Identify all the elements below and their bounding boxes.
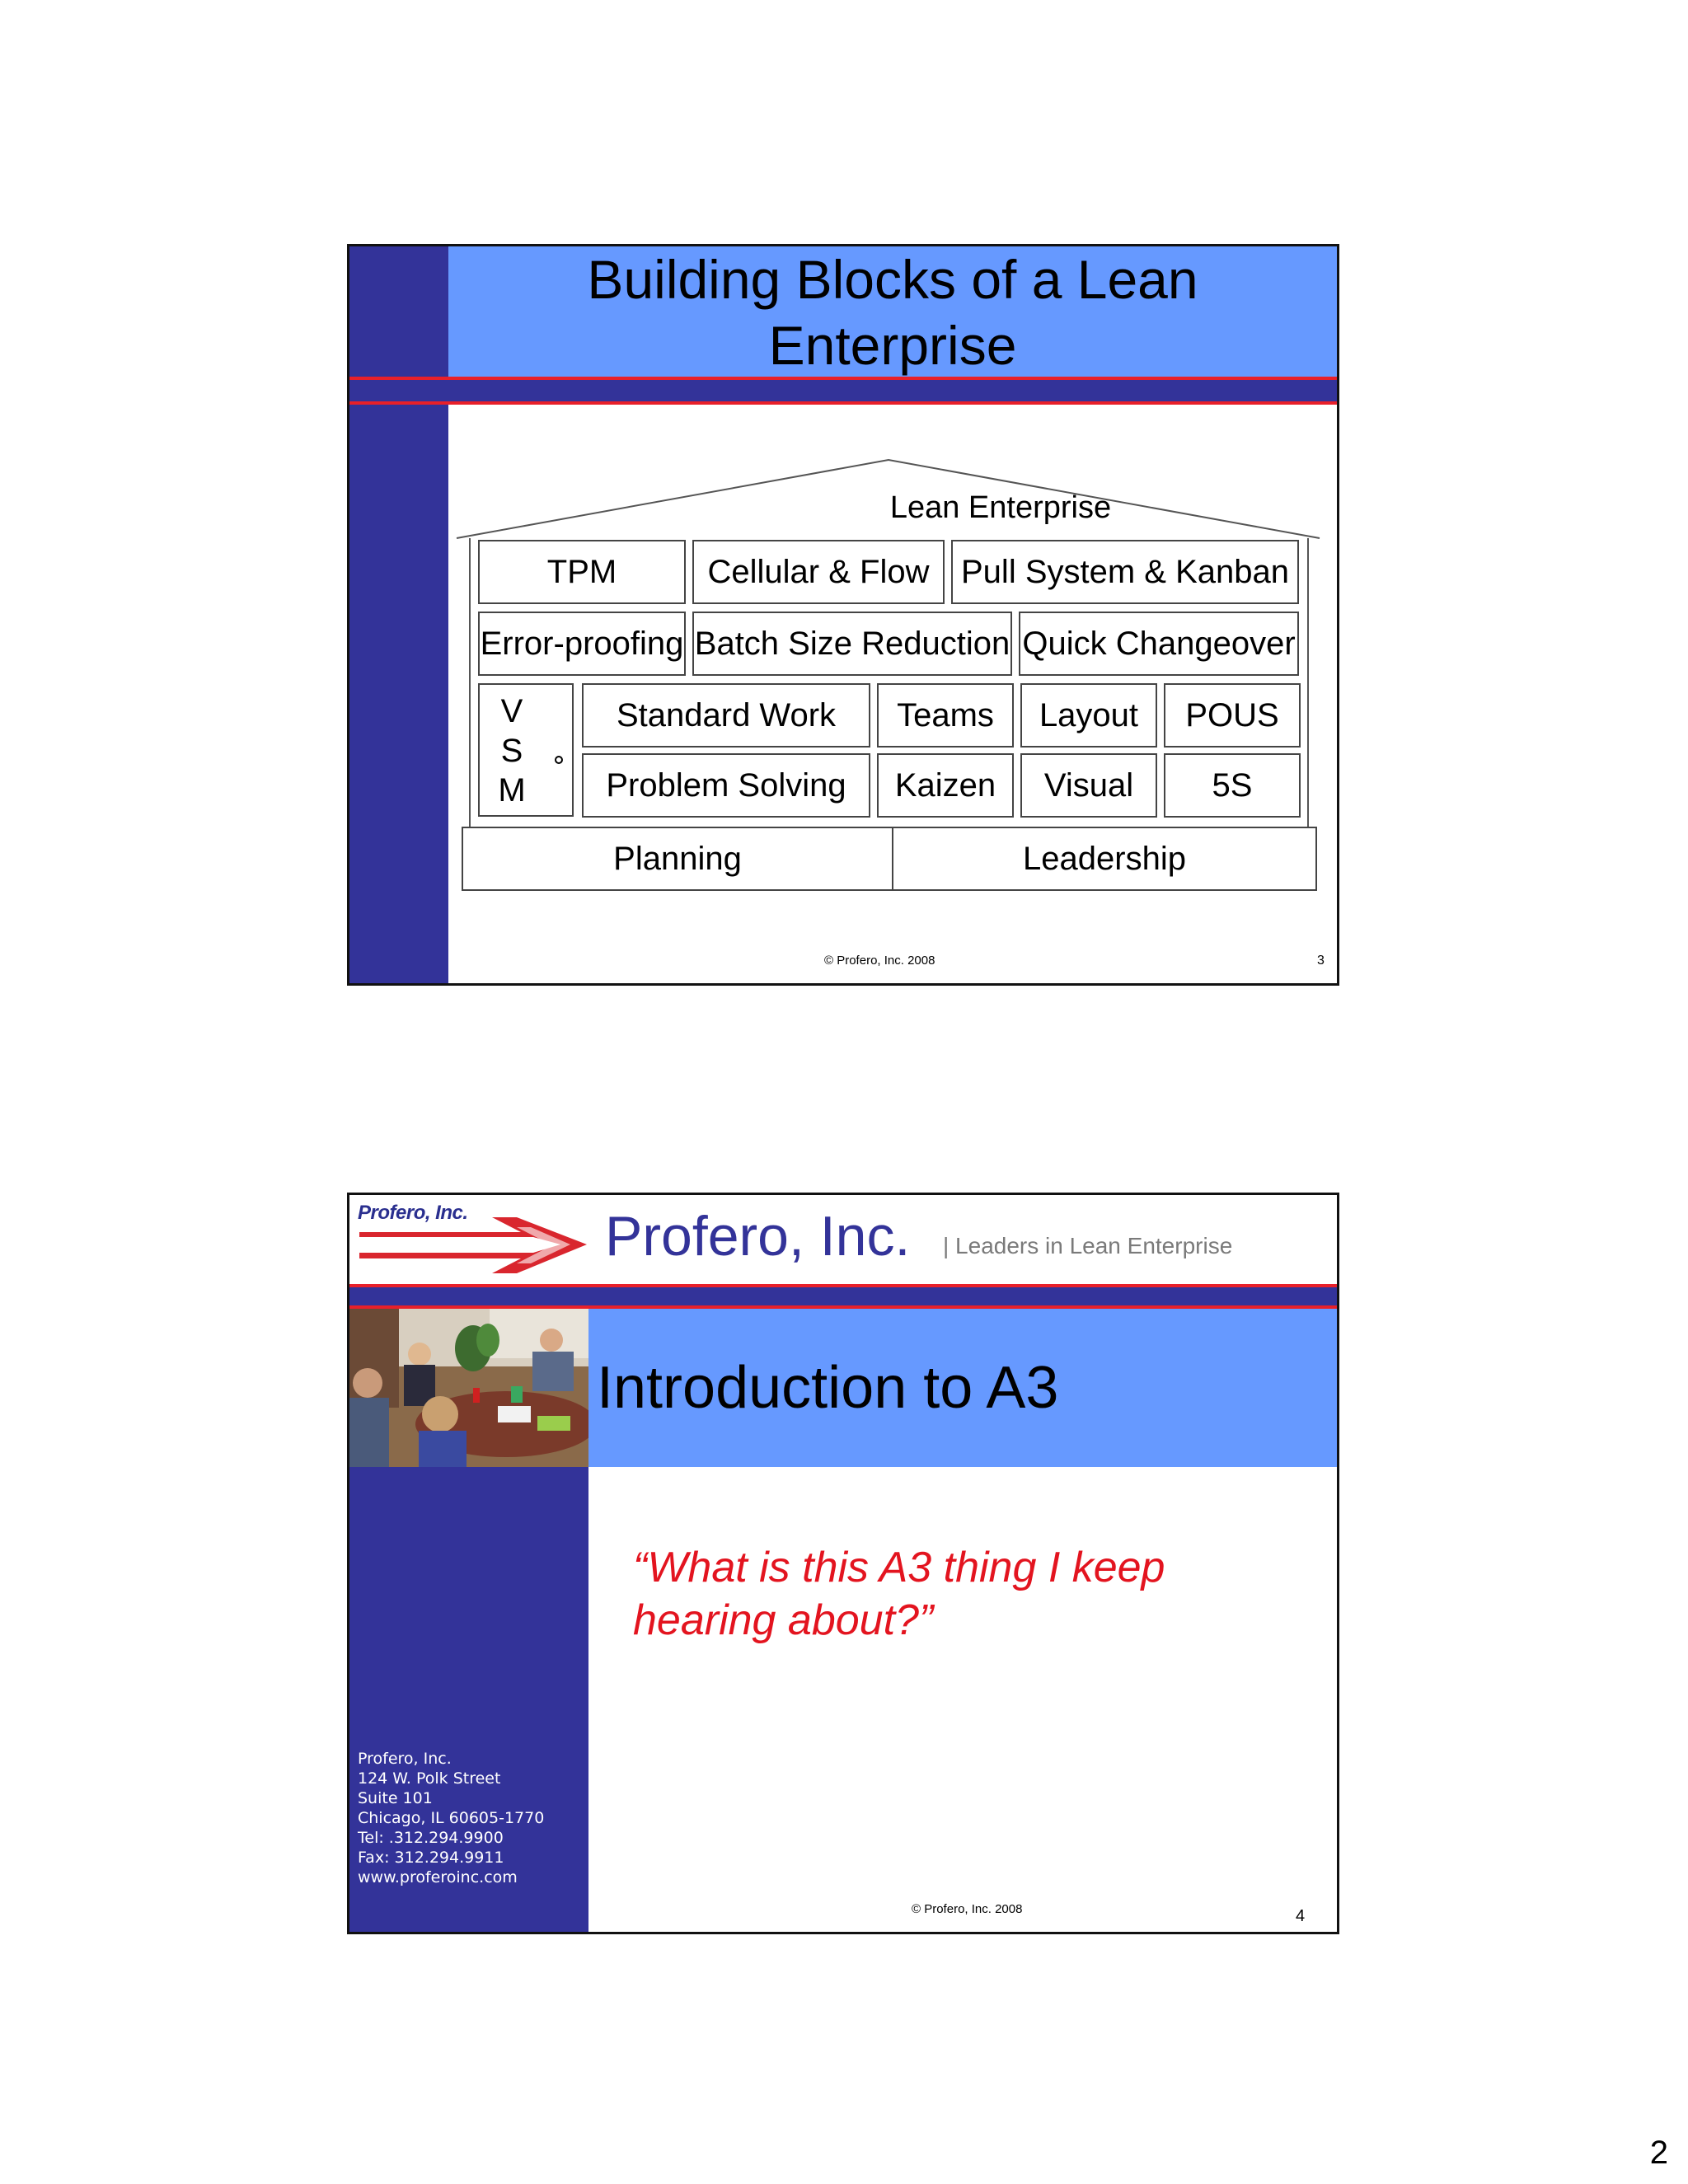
block-standard-work: Standard Work [582,683,870,748]
slide-number: 3 [1317,954,1325,968]
address-website: www.proferoinc.com [358,1868,518,1886]
block-tpm: TPM [478,540,686,604]
logo: Profero, Inc. [358,1202,468,1224]
block-cellular-flow: Cellular & Flow [692,540,945,604]
block-vsm [478,683,574,817]
circle-icon [555,756,563,764]
company-address [358,1749,544,1887]
company-name: Profero, Inc. [605,1205,911,1268]
block-quick-changeover: Quick Changeover [1019,612,1299,676]
meeting-photo [349,1309,588,1467]
block-5s: 5S [1164,753,1301,818]
block-teams: Teams [877,683,1014,748]
block-pull-system-kanban: Pull System & Kanban [951,540,1299,604]
block-kaizen: Kaizen [877,753,1014,818]
blue-strip [349,1287,1337,1307]
slide-intro-a3 [347,1193,1339,1934]
slide-footer: © Profero, Inc. 2008 [912,1902,1023,1916]
block-leadership: Leadership [892,827,1317,891]
slide-footer: © Profero, Inc. 2008 [824,954,935,968]
address-line: Profero, Inc. [358,1750,452,1768]
tagline: | Leaders in Lean Enterprise [943,1233,1233,1258]
address-line: Tel: .312.294.9900 [358,1829,504,1847]
page-number: 2 [1649,2135,1668,2171]
slide-title: Building Blocks of a Lean Enterprise [587,249,1198,376]
quote: “What is this A3 thing I keep hearing about?” [633,1544,1165,1644]
vsm-letter: M [498,772,526,808]
block-layout: Layout [1020,683,1157,748]
address-line: 124 W. Polk Street [358,1769,501,1788]
slide-number: 4 [1296,1907,1306,1925]
block-problem-solving: Problem Solving [582,753,870,818]
slide-building-blocks [347,244,1339,986]
block-batch-size-reduction: Batch Size Reduction [692,612,1012,676]
address-line: Chicago, IL 60605-1770 [358,1809,545,1827]
vsm-letter: V [500,693,523,729]
block-pous: POUS [1164,683,1301,748]
slide-title: Introduction to A3 [597,1355,1059,1421]
roof-label: Lean Enterprise [889,490,1112,525]
vsm-letter: S [500,733,523,769]
block-error-proofing: Error-proofing [478,612,686,676]
address-line: Suite 101 [358,1789,433,1807]
block-planning: Planning [462,827,893,891]
block-visual: Visual [1020,753,1157,818]
address-line: Fax: 312.294.9911 [358,1849,504,1867]
